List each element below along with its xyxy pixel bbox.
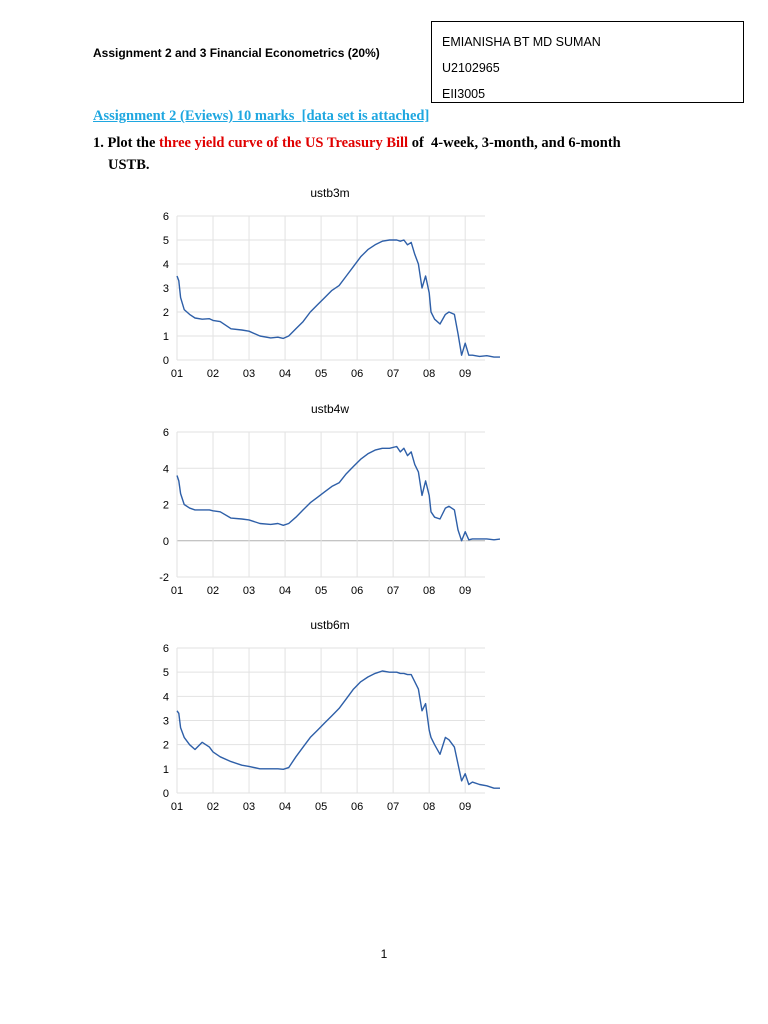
y-tick-label: 1 xyxy=(162,763,169,776)
y-tick-label: 3 xyxy=(162,283,169,295)
series-line-ustb4w xyxy=(177,447,500,541)
x-tick-label: 08 xyxy=(423,368,436,380)
x-tick-label: 02 xyxy=(206,801,220,813)
y-tick-label: 6 xyxy=(162,643,169,655)
question-text-end: of 4-week, 3-month, and 6-month xyxy=(408,135,621,151)
x-tick-label: 01 xyxy=(170,801,184,813)
chart-title-ustb3m: ustb3m xyxy=(310,186,350,200)
x-tick-label: 05 xyxy=(314,801,328,813)
x-tick-label: 06 xyxy=(350,585,364,597)
x-tick-label: 05 xyxy=(314,368,328,380)
x-tick-label: 04 xyxy=(278,585,292,597)
x-tick-label: 01 xyxy=(170,585,184,597)
question-line-1 xyxy=(93,135,621,152)
x-tick-label: 07 xyxy=(387,368,400,380)
course-code: EII3005 xyxy=(442,87,486,101)
chart-title-ustb6m: ustb6m xyxy=(310,618,350,632)
series-line-ustb3m xyxy=(177,240,500,358)
x-tick-label: 06 xyxy=(350,801,364,813)
x-tick-label: 09 xyxy=(459,368,472,380)
chart-title-ustb4w: ustb4w xyxy=(310,402,350,416)
y-tick-label: 5 xyxy=(162,667,169,680)
x-tick-label: 08 xyxy=(423,801,436,813)
y-tick-label: 2 xyxy=(162,739,169,752)
y-tick-label: 1 xyxy=(162,331,169,343)
question-highlight: three yield curve of the US Treasury Bill xyxy=(159,135,409,151)
y-tick-label: 5 xyxy=(162,235,169,247)
x-tick-label: 07 xyxy=(387,801,400,813)
chart-ustb4w xyxy=(150,416,500,601)
x-tick-label: 04 xyxy=(278,801,292,813)
x-tick-label: 04 xyxy=(278,368,292,380)
series-line-ustb6m xyxy=(177,671,500,789)
y-tick-label: -2 xyxy=(159,572,169,584)
x-tick-label: 08 xyxy=(423,585,436,597)
student-name: EMIANISHA BT MD SUMAN xyxy=(442,35,601,49)
y-tick-label: 4 xyxy=(162,463,169,476)
x-tick-label: 09 xyxy=(459,801,472,813)
document-title: Assignment 2 and 3 Financial Econometrics (20%) xyxy=(93,46,380,60)
y-tick-label: 4 xyxy=(162,259,169,271)
x-tick-label: 02 xyxy=(206,368,220,380)
x-tick-label: 03 xyxy=(242,585,256,597)
x-tick-label: 09 xyxy=(459,585,472,597)
chart-ustb3m xyxy=(150,200,500,385)
y-tick-label: 0 xyxy=(162,788,169,800)
y-tick-label: 2 xyxy=(162,499,169,512)
question-number: 1. xyxy=(93,135,104,151)
chart-ustb6m xyxy=(150,632,500,817)
x-tick-label: 03 xyxy=(242,368,256,380)
y-tick-label: 4 xyxy=(162,691,169,704)
y-tick-label: 0 xyxy=(162,355,169,367)
y-tick-label: 6 xyxy=(162,211,169,223)
x-tick-label: 01 xyxy=(170,368,184,380)
x-tick-label: 02 xyxy=(206,585,220,597)
page-number: 1 xyxy=(380,947,388,961)
x-tick-label: 05 xyxy=(314,585,328,597)
question-line-2: USTB. xyxy=(108,157,150,173)
assignment-heading: Assignment 2 (Eviews) 10 marks [data set is attached] xyxy=(93,108,430,124)
y-tick-label: 0 xyxy=(162,535,169,548)
y-tick-label: 2 xyxy=(162,307,169,319)
y-tick-label: 3 xyxy=(162,715,169,728)
student-id: U2102965 xyxy=(442,61,500,75)
x-tick-label: 03 xyxy=(242,801,256,813)
question-text-start: Plot the xyxy=(107,135,160,151)
student-info-box xyxy=(431,21,744,103)
y-tick-label: 6 xyxy=(162,427,169,439)
x-tick-label: 07 xyxy=(387,585,400,597)
x-tick-label: 06 xyxy=(350,368,364,380)
